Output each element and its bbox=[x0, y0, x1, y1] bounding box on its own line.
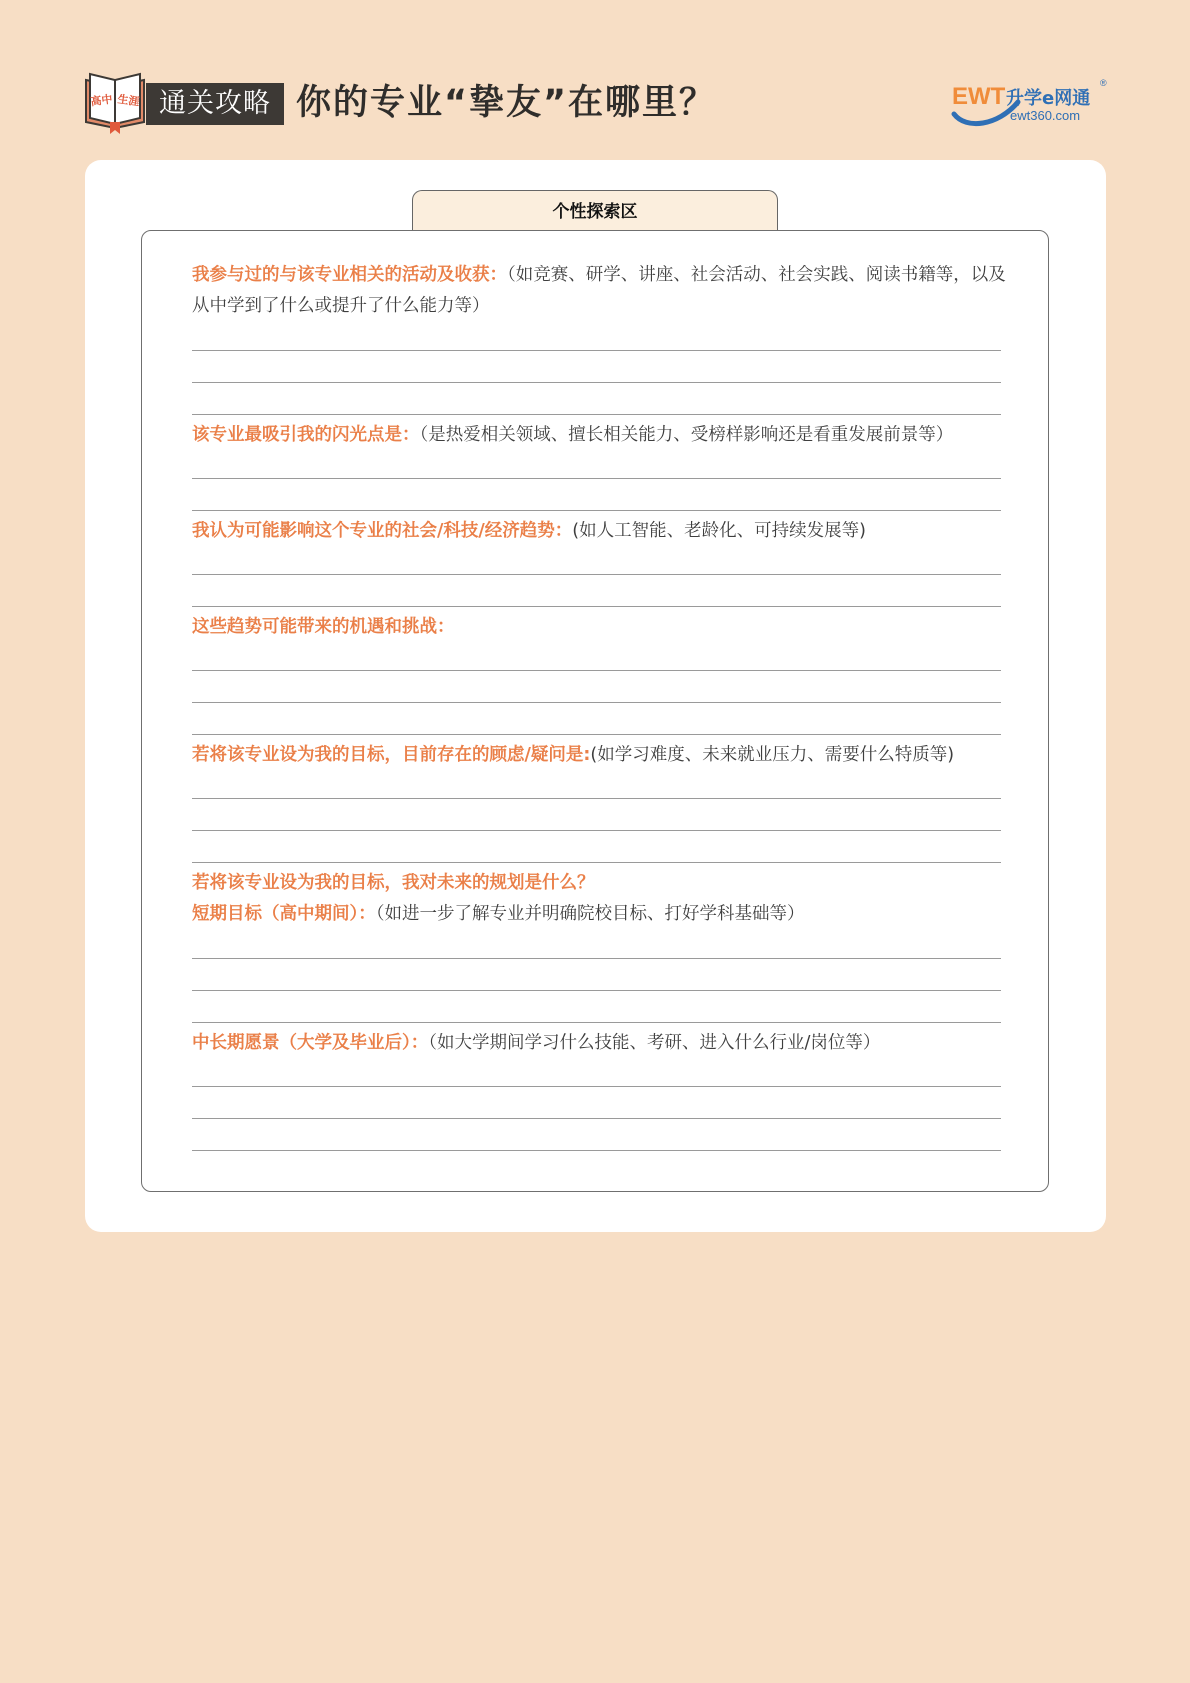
section-concerns bbox=[192, 740, 1012, 771]
answer-line[interactable] bbox=[192, 414, 1001, 415]
answer-line[interactable] bbox=[192, 382, 1001, 383]
question-label: 若将该专业设为我的目标，我对未来的规划是什么？ bbox=[192, 873, 595, 893]
ewt-logo bbox=[948, 74, 1108, 130]
logo-name: 升学e网通 bbox=[1006, 88, 1091, 109]
answer-line[interactable] bbox=[192, 574, 1001, 575]
section-highlights bbox=[192, 420, 1012, 451]
content-card bbox=[85, 160, 1106, 1232]
answer-line[interactable] bbox=[192, 734, 1001, 735]
section-plan bbox=[192, 868, 1012, 930]
section-label: 通关攻略 bbox=[146, 83, 284, 125]
answer-line[interactable] bbox=[192, 990, 1001, 991]
question-label: 我认为可能影响这个专业的社会/科技/经济趋势： bbox=[192, 521, 573, 541]
answer-line[interactable] bbox=[192, 478, 1001, 479]
answer-line[interactable] bbox=[192, 958, 1001, 959]
tab-title: 个性探索区 bbox=[412, 190, 778, 230]
hint-text: (如人工智能、老龄化、可持续发展等) bbox=[572, 521, 866, 541]
question-label: 我参与过的与该专业相关的活动及收获： bbox=[192, 265, 507, 285]
answer-line[interactable] bbox=[192, 670, 1001, 671]
answer-line[interactable] bbox=[192, 1150, 1001, 1151]
hint-text: (如学习难度、未来就业压力、需要什么特质等) bbox=[590, 745, 955, 765]
answer-line[interactable] bbox=[192, 702, 1001, 703]
section-trends bbox=[192, 516, 1012, 547]
answer-line[interactable] bbox=[192, 830, 1001, 831]
section-vision bbox=[192, 1028, 1012, 1059]
question-label: 若将该专业设为我的目标，目前存在的顾虑/疑问是: bbox=[192, 745, 591, 765]
sub-question-label: 短期目标（高中期间）： bbox=[192, 904, 376, 924]
answer-line[interactable] bbox=[192, 1022, 1001, 1023]
question-label: 该专业最吸引我的闪光点是： bbox=[192, 425, 420, 445]
svg-text:生涯: 生涯 bbox=[116, 92, 141, 109]
hint-text: （是热爱相关领域、擅长相关能力、受榜样影响还是看重发展前景等） bbox=[419, 425, 954, 445]
page-title: 你的专业“挚友”在哪里？ bbox=[296, 83, 717, 123]
answer-line[interactable] bbox=[192, 606, 1001, 607]
section-activities bbox=[192, 260, 1012, 322]
answer-line[interactable] bbox=[192, 1086, 1001, 1087]
answer-line[interactable] bbox=[192, 1118, 1001, 1119]
logo-brand: EWT bbox=[952, 83, 1006, 110]
section-opportunities bbox=[192, 612, 1012, 643]
answer-line[interactable] bbox=[192, 798, 1001, 799]
hint-text: （如竞赛、研学、讲座、社会活动、社会实践、阅读书籍等，以及从中学到了什么或提升了什么能力等） bbox=[192, 265, 1006, 316]
logo-registered: ® bbox=[1100, 78, 1107, 88]
answer-line[interactable] bbox=[192, 350, 1001, 351]
logo-domain: ewt360.com bbox=[1010, 108, 1081, 123]
hint-text: （如进一步了解专业并明确院校目标、打好学科基础等） bbox=[375, 904, 805, 924]
answer-line[interactable] bbox=[192, 510, 1001, 511]
svg-text:高中: 高中 bbox=[89, 92, 114, 109]
question-label: 中长期愿景（大学及毕业后）： bbox=[192, 1033, 429, 1053]
book-icon bbox=[84, 66, 146, 134]
hint-text: （如大学期间学习什么技能、考研、进入什么行业/岗位等） bbox=[428, 1033, 881, 1053]
answer-line[interactable] bbox=[192, 862, 1001, 863]
exploration-frame bbox=[141, 230, 1049, 1192]
question-label: 这些趋势可能带来的机遇和挑战： bbox=[192, 617, 455, 637]
